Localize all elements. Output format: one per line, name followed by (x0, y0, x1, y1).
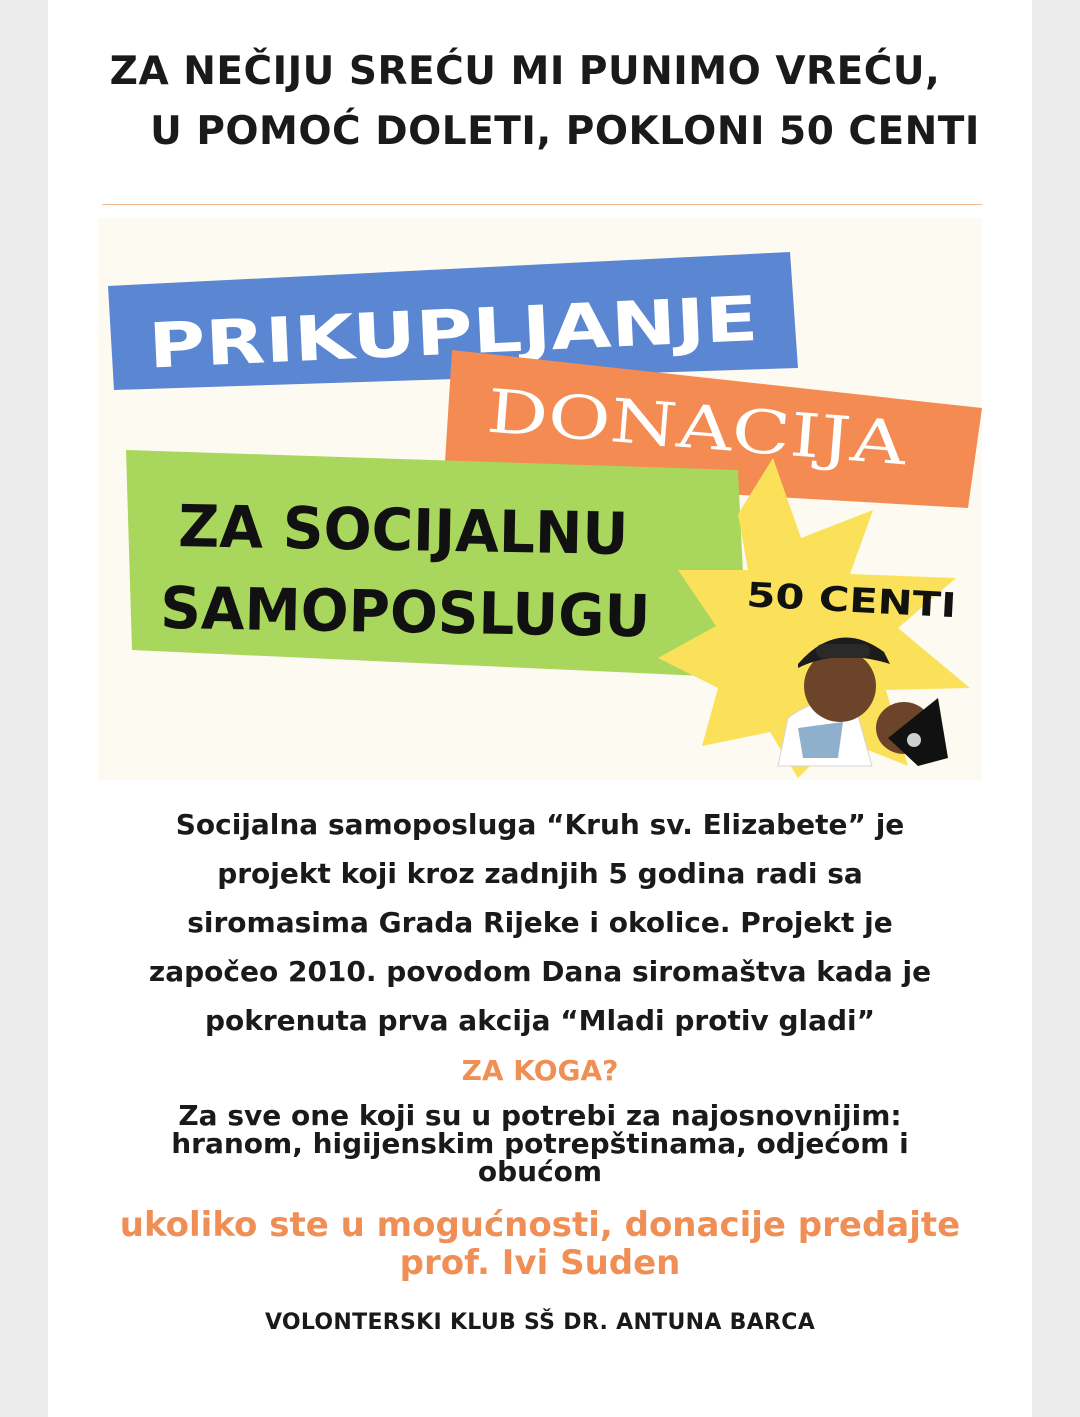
description-line-2: projekt koji kroz zadnjih 5 godina radi sa (217, 857, 863, 890)
poster-graphic (98, 218, 982, 780)
cta-line-1: ukoliko ste u mogućnosti, donacije predajte (119, 1205, 961, 1245)
headline-line-1: ZA NEČIJU SREĆU MI PUNIMO VREĆU, (109, 49, 941, 94)
description-line-1: Socijalna samoposluga “Kruh sv. Elizabete” je (175, 808, 905, 841)
for-whom-heading: ZA KOGA? (461, 1054, 619, 1087)
volunteer-club-signature: VOLONTERSKI KLUB SŠ DR. ANTUNA BARCA (264, 1310, 816, 1335)
for-whom-line-3: obućom (477, 1155, 603, 1188)
donation-poster (98, 218, 982, 780)
donation-instructions (48, 1206, 1032, 1282)
for-whom-line-2: hranom, higijenskim potrepštinama, odjećom i (171, 1127, 909, 1160)
for-whom-text (48, 1099, 1032, 1188)
banner-za-socijalnu: ZA SOCIJALNU (177, 492, 641, 569)
for-whom-line-1: Za sve one koji su u potrebi za najosnovnijim: (178, 1099, 902, 1132)
description-line-5: pokrenuta prva akcija “Mladi protiv gladi” (204, 1004, 876, 1037)
star-50-centi: 50 CENTI (745, 575, 920, 625)
banner-prikupljanje: PRIKUPLJANJE (146, 287, 637, 383)
flyer-page (48, 0, 1032, 1417)
headline (48, 42, 1032, 162)
project-description (48, 800, 1032, 1045)
divider (102, 204, 982, 205)
headline-line-2: U POMOĆ DOLETI, POKLONI 50 CENTI (150, 109, 980, 154)
description-line-4: započeo 2010. povodom Dana siromaštva kada je (148, 955, 932, 988)
description-line-3: siromasima Grada Rijeke i okolice. Projekt je (187, 906, 893, 939)
cta-line-2: prof. Ivi Suden (399, 1243, 681, 1283)
banner-donacija: DONACIJA (484, 376, 819, 473)
banner-samoposlugu: SAMOPOSLUGU (159, 573, 665, 651)
